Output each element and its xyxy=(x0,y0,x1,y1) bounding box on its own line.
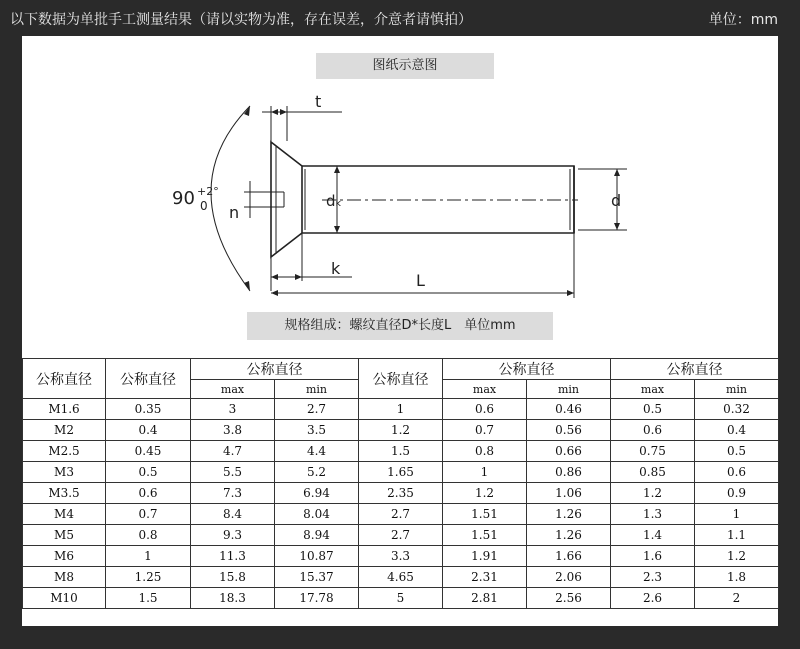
table-cell: 15.37 xyxy=(275,567,359,588)
table-cell: 0.6 xyxy=(106,483,191,504)
table-cell: M5 xyxy=(23,525,106,546)
table-body xyxy=(23,399,779,609)
table-cell: 0.6 xyxy=(611,420,695,441)
table-row xyxy=(23,567,779,588)
table-cell: 0.7 xyxy=(443,420,527,441)
table-row xyxy=(23,483,779,504)
table-cell: 2.31 xyxy=(443,567,527,588)
table-cell: M2 xyxy=(23,420,106,441)
table-cell: 1.8 xyxy=(695,567,779,588)
table-cell: M2.5 xyxy=(23,441,106,462)
table-cell: 0.6 xyxy=(695,462,779,483)
header-cell: 公称直径 xyxy=(106,359,191,399)
table-cell: 0.32 xyxy=(695,399,779,420)
table-row xyxy=(23,420,779,441)
table-cell: 3.5 xyxy=(275,420,359,441)
sub-header-cell: min xyxy=(695,380,779,399)
table-cell: 1.2 xyxy=(443,483,527,504)
header-cell: 公称直径 xyxy=(611,359,779,380)
table-cell: 3.8 xyxy=(191,420,275,441)
table-cell: 4.7 xyxy=(191,441,275,462)
header-cell: 公称直径 xyxy=(23,359,106,399)
drawing-caption: 图纸示意图 xyxy=(316,53,494,79)
table-cell: 0.5 xyxy=(106,462,191,483)
table-cell: 1.26 xyxy=(527,504,611,525)
label-L: L xyxy=(416,271,425,290)
table-cell: M4 xyxy=(23,504,106,525)
table-row xyxy=(23,462,779,483)
table-cell: 0.6 xyxy=(443,399,527,420)
table-group-header-row xyxy=(23,359,779,380)
table-cell: 1.3 xyxy=(611,504,695,525)
table-cell: 0.4 xyxy=(106,420,191,441)
spec-table xyxy=(22,358,779,609)
table-cell: 0.9 xyxy=(695,483,779,504)
table-cell: 5.5 xyxy=(191,462,275,483)
table-cell: 1.6 xyxy=(611,546,695,567)
spec-panel xyxy=(22,36,778,626)
table-cell: 15.8 xyxy=(191,567,275,588)
table-cell: M10 xyxy=(23,588,106,609)
table-cell: 9.3 xyxy=(191,525,275,546)
label-t: t xyxy=(315,92,322,111)
label-d: d xyxy=(611,191,622,210)
label-tol-plus: +2° xyxy=(197,185,219,198)
table-cell: 1.51 xyxy=(443,525,527,546)
table-cell: 2.7 xyxy=(359,504,443,525)
table-cell: 6.94 xyxy=(275,483,359,504)
table-cell: 0.46 xyxy=(527,399,611,420)
screw-drawing xyxy=(22,36,778,312)
label-k: k xyxy=(331,259,341,278)
table-cell: 1.2 xyxy=(695,546,779,567)
header-cell: 公称直径 xyxy=(191,359,359,380)
table-cell: 0.35 xyxy=(106,399,191,420)
sub-header-cell: min xyxy=(527,380,611,399)
table-cell: M8 xyxy=(23,567,106,588)
table-cell: 0.86 xyxy=(527,462,611,483)
top-bar xyxy=(0,0,800,36)
unit-label: 单位：mm xyxy=(708,12,778,28)
table-cell: 1 xyxy=(695,504,779,525)
table-cell: 0.5 xyxy=(611,399,695,420)
table-cell: 0.4 xyxy=(695,420,779,441)
measurement-notice: 以下数据为单批手工测量结果（请以实物为准，存在误差，介意者请慎拍） xyxy=(10,12,472,28)
table-cell: 1.65 xyxy=(359,462,443,483)
angle-arc xyxy=(211,106,250,291)
table-cell: 4.65 xyxy=(359,567,443,588)
label-angle: 90 xyxy=(172,188,195,209)
header-cell: 公称直径 xyxy=(443,359,611,380)
table-cell: 0.85 xyxy=(611,462,695,483)
table-cell: 1.5 xyxy=(106,588,191,609)
sub-header-cell: max xyxy=(191,380,275,399)
label-dk: dₖ xyxy=(326,192,342,210)
table-cell: 2.06 xyxy=(527,567,611,588)
table-row xyxy=(23,504,779,525)
table-cell: 1.25 xyxy=(106,567,191,588)
table-cell: 0.5 xyxy=(695,441,779,462)
sub-header-cell: max xyxy=(443,380,527,399)
table-cell: 8.4 xyxy=(191,504,275,525)
table-cell: 2.81 xyxy=(443,588,527,609)
table-cell: 0.66 xyxy=(527,441,611,462)
table-cell: 0.75 xyxy=(611,441,695,462)
table-cell: 2.6 xyxy=(611,588,695,609)
table-cell: 4.4 xyxy=(275,441,359,462)
table-cell: 8.94 xyxy=(275,525,359,546)
table-cell: 3.3 xyxy=(359,546,443,567)
table-cell: 1.5 xyxy=(359,441,443,462)
label-n: n xyxy=(229,203,240,222)
table-cell: 2.3 xyxy=(611,567,695,588)
table-cell: 11.3 xyxy=(191,546,275,567)
table-cell: 0.45 xyxy=(106,441,191,462)
table-cell: 10.87 xyxy=(275,546,359,567)
spec-caption: 规格组成：螺纹直径D*长度L 单位mm xyxy=(247,312,553,340)
table-cell: M1.6 xyxy=(23,399,106,420)
table-cell: 1.66 xyxy=(527,546,611,567)
table-cell: 2 xyxy=(695,588,779,609)
table-cell: 0.56 xyxy=(527,420,611,441)
table-cell: 1.06 xyxy=(527,483,611,504)
table-cell: 1 xyxy=(106,546,191,567)
table-cell: 5.2 xyxy=(275,462,359,483)
sub-header-cell: min xyxy=(275,380,359,399)
table-cell: 1 xyxy=(443,462,527,483)
table-cell: 8.04 xyxy=(275,504,359,525)
table-row xyxy=(23,525,779,546)
table-cell: 2.56 xyxy=(527,588,611,609)
table-cell: 1.1 xyxy=(695,525,779,546)
table-cell: 7.3 xyxy=(191,483,275,504)
table-cell: 2.7 xyxy=(275,399,359,420)
table-cell: 1.91 xyxy=(443,546,527,567)
table-cell: 1.26 xyxy=(527,525,611,546)
table-cell: 3 xyxy=(191,399,275,420)
table-cell: 1 xyxy=(359,399,443,420)
table-row xyxy=(23,441,779,462)
table-cell: M6 xyxy=(23,546,106,567)
table-cell: 1.51 xyxy=(443,504,527,525)
table-cell: 2.7 xyxy=(359,525,443,546)
table-cell: M3.5 xyxy=(23,483,106,504)
table-row xyxy=(23,399,779,420)
table-cell: 1.4 xyxy=(611,525,695,546)
sub-header-cell: max xyxy=(611,380,695,399)
table-row xyxy=(23,588,779,609)
table-cell: 1.2 xyxy=(611,483,695,504)
header-cell: 公称直径 xyxy=(359,359,443,399)
table-cell: 18.3 xyxy=(191,588,275,609)
table-cell: 1.2 xyxy=(359,420,443,441)
label-tol-zero: 0 xyxy=(200,199,208,213)
table-cell: 17.78 xyxy=(275,588,359,609)
table-cell: 2.35 xyxy=(359,483,443,504)
table-cell: 0.8 xyxy=(443,441,527,462)
table-cell: 0.8 xyxy=(106,525,191,546)
table-row xyxy=(23,546,779,567)
table-cell: 5 xyxy=(359,588,443,609)
table-cell: 0.7 xyxy=(106,504,191,525)
table-cell: M3 xyxy=(23,462,106,483)
